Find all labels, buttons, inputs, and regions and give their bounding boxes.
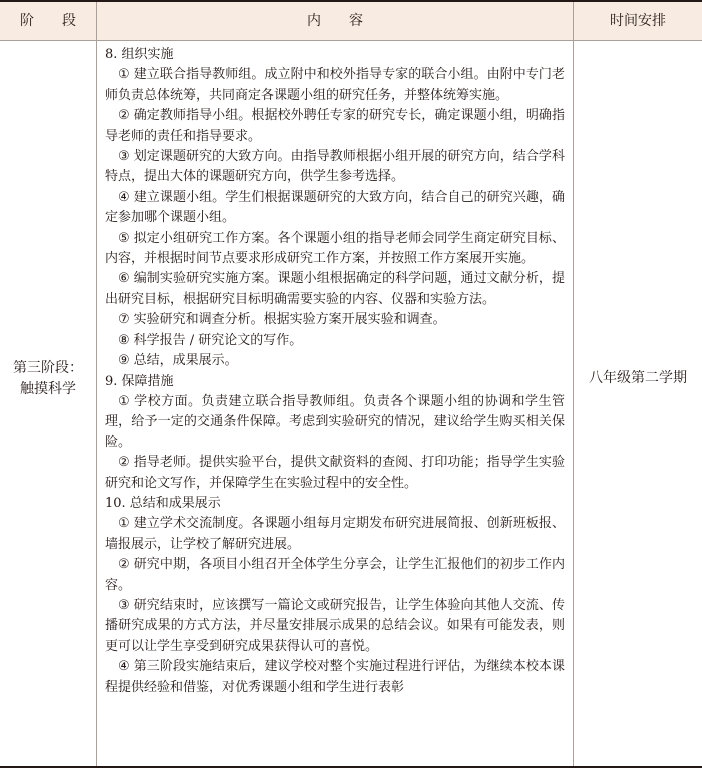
list-item [105, 331, 565, 351]
item-text: 建立联合指导教师组。成立附中和校外指导专家的联合小组。由附中专门老师负责总体统筹，共同商定各课题小组的研究任务，并整体统筹实施。 [105, 67, 565, 103]
item-number: ⑥ [118, 271, 130, 287]
item-number: ③ [118, 149, 130, 165]
item-number: ① [118, 67, 130, 83]
item-text: 实验研究和调查分析。根据实验方案开展实验和调查。 [133, 312, 446, 328]
column-divider-1 [96, 2, 97, 766]
item-number: ⑨ [118, 353, 130, 369]
table-bottom-rule [0, 766, 702, 768]
item-number: ⑧ [118, 332, 130, 348]
item-number: ② [118, 455, 130, 471]
item-text: 总结，成果展示。 [133, 353, 238, 369]
item-number: ⑤ [118, 230, 130, 246]
item-text: 研究中期，各项目小组召开全体学生分享会，让学生汇报他们的初步工作内容。 [105, 557, 565, 593]
list-item [105, 453, 565, 494]
item-text: 建立学术交流制度。各课题小组每月定期发布研究进展简报、创新班板报、墙报展示，让学校了解研究进展。 [105, 516, 565, 552]
list-item [105, 269, 565, 310]
item-number: ① [118, 393, 131, 409]
item-text: 科学报告 / 研究论文的写作。 [133, 332, 303, 348]
list-item [105, 657, 565, 698]
header-time: 时间安排 [610, 13, 666, 29]
list-item [105, 351, 565, 371]
list-item [105, 106, 565, 147]
time-cell: 八年级第二学期 [589, 370, 687, 386]
item-text: 确定教师指导小组。根据校外聘任专家的研究专长，确定课题小组，明确指导老师的责任和指导要求。 [105, 108, 565, 144]
section-heading: 8. 组织实施 [105, 47, 174, 62]
header-stage: 阶 段 [20, 13, 76, 29]
item-number: ② [118, 557, 130, 573]
item-number: ③ [118, 597, 130, 613]
item-text: 指导老师。提供实验平台，提供文献资料的查阅、打印功能；指导学生实验研究和论文写作，并保障学生在实验过程中的安全性。 [105, 455, 565, 491]
header-content: 内 容 [307, 13, 363, 29]
item-number: ⑦ [118, 312, 130, 328]
list-item [105, 596, 565, 657]
list-item [105, 514, 565, 555]
list-item [105, 392, 565, 453]
list-item [105, 65, 565, 106]
list-item [105, 555, 565, 596]
item-text: 研究结束时，应该撰写一篇论文或研究报告，让学生体验向其他人交流、传播研究成果的方式方法，并尽量安排展示成果的总结会议。如果有可能发表，则更可以让学生享受到研究成果获得认可的喜悦。 [105, 597, 565, 654]
list-item [105, 229, 565, 270]
item-number: ④ [118, 659, 130, 675]
item-number: ② [118, 108, 130, 124]
table-header-row [0, 2, 702, 41]
item-text: 建立课题小组。学生们根据课题研究的大致方向，结合自己的研究兴趣，确定参加哪个课题小组。 [105, 189, 565, 226]
item-number: ① [118, 516, 130, 532]
item-number: ④ [118, 189, 130, 205]
section-heading: 10. 总结和成果展示 [105, 495, 221, 511]
section-heading: 9. 保障措施 [105, 373, 174, 389]
item-text: 学校方面。负责建立联合指导教师组。负责各个课题小组的协调和学生管理，给予一定的交通条件保障。考虑到实验研究的情况，建议给学生购买相关保险。 [105, 393, 565, 450]
item-text: 划定课题研究的大致方向。由指导教师根据小组开展的研究方向，结合学科特点，提出大体的课题研究方向，供学生参考选择。 [105, 149, 565, 185]
stage-line-1: 第三阶段： [13, 360, 83, 376]
list-item [105, 147, 565, 188]
item-text: 编制实验研究实施方案。课题小组根据确定的科学问题，通过文献分析，提出研究目标，根据研究目标明确需要实验的内容、仪器和实验方法。 [105, 271, 565, 307]
list-item [105, 310, 565, 330]
item-text: 拟定小组研究工作方案。各个课题小组的指导老师会同学生商定研究目标、内容，并根据时间节点要求形成研究工作方案，并按照工作方案展开实施。 [105, 230, 565, 267]
content-cell [105, 45, 565, 698]
item-text: 第三阶段实施结束后，建议学校对整个实施过程进行评估，为继续本校本课程提供经验和借鉴，对优秀课题小组和学生进行表彰 [105, 659, 565, 695]
list-item [105, 188, 565, 229]
stage-line-2: 触摸科学 [20, 381, 76, 397]
stage-cell [0, 358, 96, 400]
